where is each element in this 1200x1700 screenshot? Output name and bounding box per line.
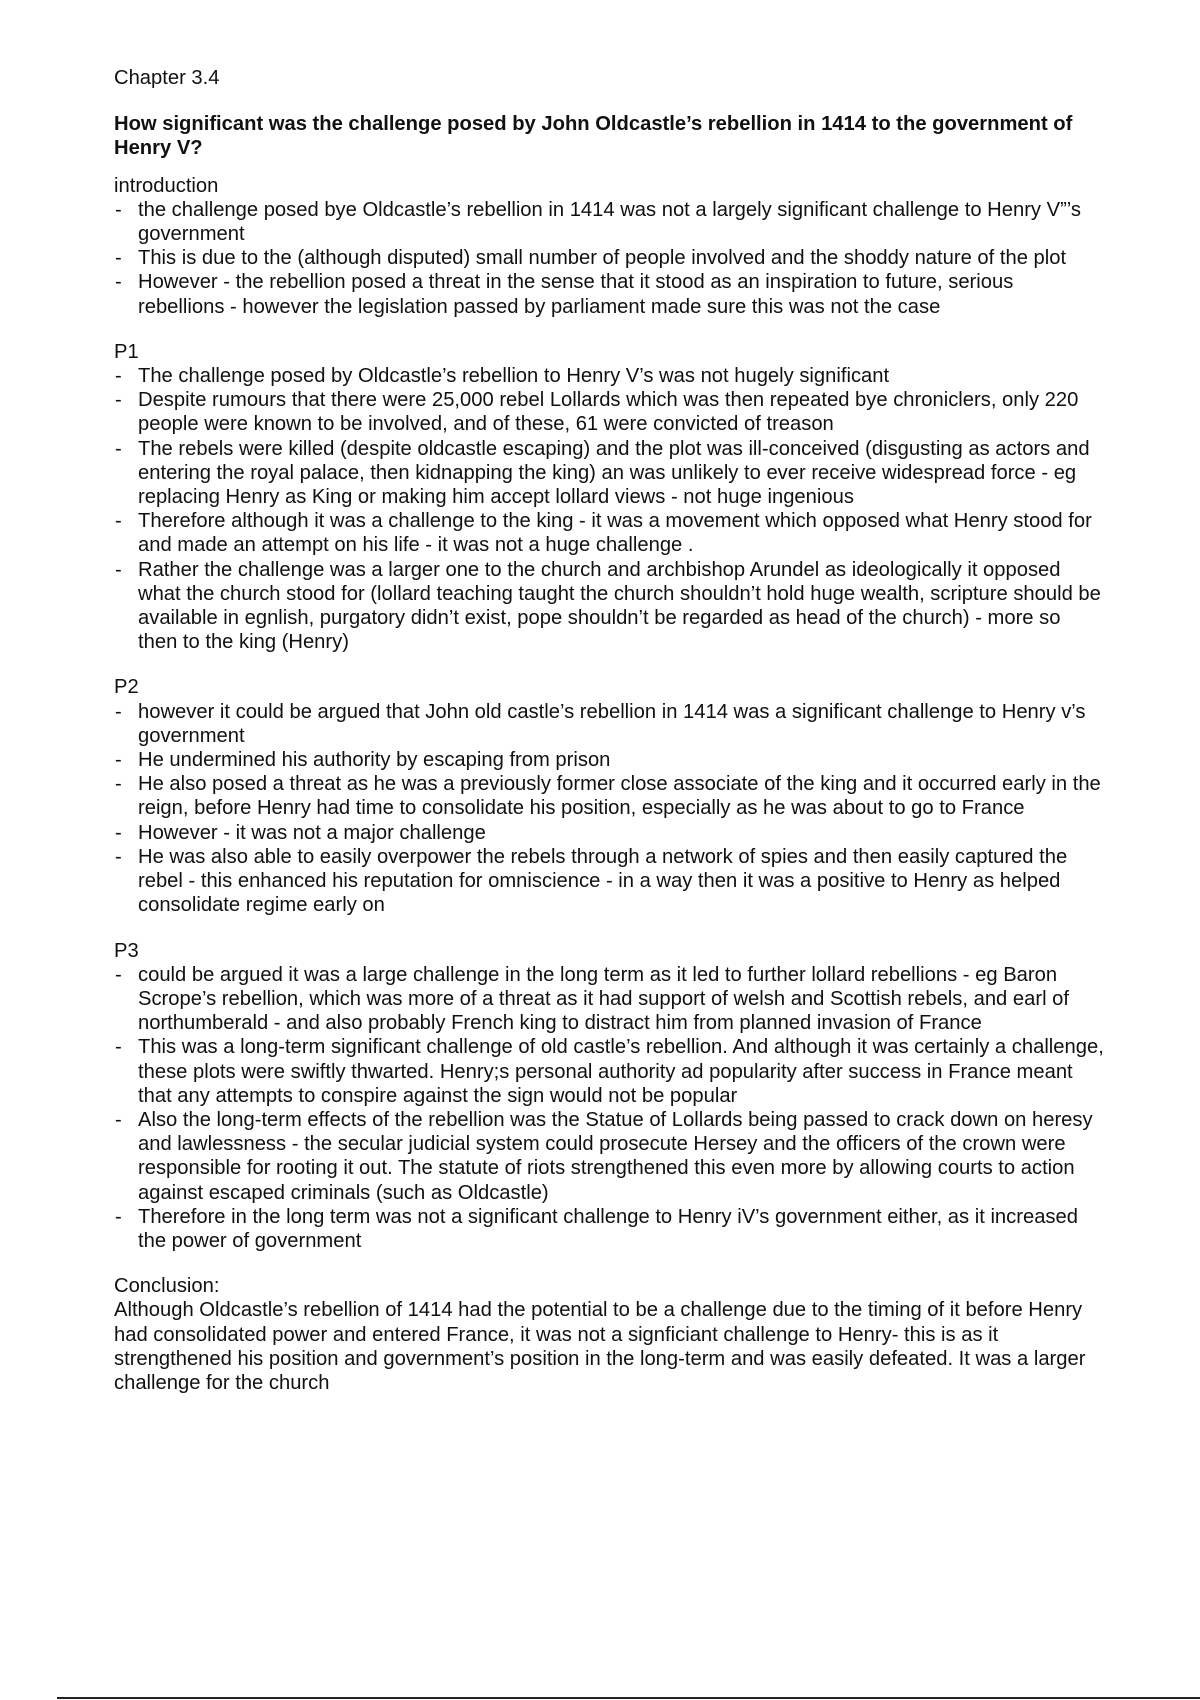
section-title: P3 [114, 939, 139, 962]
footer-divider [57, 1697, 1200, 1699]
essay-question-heading: How significant was the challenge posed by John Oldcastle’s rebellion in 1414 to the government of Henry V? [114, 113, 1073, 160]
bullet-item: - Also the long-term effects of the rebellion was the Statue of Lollards being passed to crack down on heresy and lawlessness - the secular judicial system could prosecute Hersey and the officers of the crown were responsible for rooting it out. The statute of riots strengthened this even more by allowing courts to action against escaped criminals (such as Oldcastle) [114, 1108, 1104, 1205]
section-p1 [114, 340, 1104, 655]
bullet-item: - This was a long-term significant challenge of old castle’s rebellion. And although it was certainly a challenge, these plots were swiftly thwarted. Henry;s personal authority ad popularity after success in France meant that any attempts to conspire against the sign would not be popular [114, 1035, 1104, 1108]
conclusion-text: Although Oldcastle’s rebellion of 1414 had the potential to be a challenge due to the timing of it before Henry had consolidated power and entered France, it was not a signficiant challenge to Henry- this is as it strengthened his position and government’s position in the long-term and was easily defeated. It was a larger challenge for the church [114, 1299, 1086, 1394]
bullet-item: - however it could be argued that John old castle’s rebellion in 1414 was a significant challenge to Henry v’s government [114, 700, 1104, 748]
chapter-label: Chapter 3.4 [114, 67, 220, 89]
bullet-item: - He also posed a threat as he was a previously former close associate of the king and it occurred early in the reign, before Henry had time to consolidate his position, especially as he was about to go to France [114, 772, 1104, 820]
section-title: P1 [114, 340, 139, 363]
section-introduction [114, 174, 1104, 319]
bullet-item: - Therefore although it was a challenge to the king - it was a movement which opposed what Henry stood for and made an attempt on his life - it was not a huge challenge . [114, 509, 1104, 557]
section-p3 [114, 939, 1104, 1254]
bullet-list [114, 700, 1104, 918]
bullet-item: - Rather the challenge was a larger one to the church and archbishop Arundel as ideologically it opposed what the church stood for (lollard teaching taught the church shouldn’t hold huge wealth, scripture should be available in egnlish, purgatory didn’t exist, pope shouldn’t be regarded as head of the church) - more so then to the king (Henry) [114, 558, 1104, 655]
bullet-item: - However - the rebellion posed a threat in the sense that it stood as an inspiration to future, serious rebellions - however the legislation passed by parliament made sure this was not the case [114, 270, 1104, 318]
conclusion-title: Conclusion: [114, 1275, 220, 1298]
section-title: P2 [114, 676, 139, 699]
bullet-item: - Therefore in the long term was not a significant challenge to Henry iV’s government either, as it increased the power of government [114, 1205, 1104, 1253]
bullet-item: - could be argued it was a large challenge in the long term as it led to further lollard rebellions - eg Baron Scrope’s rebellion, which was more of a threat as it had support of welsh and Scottish rebels, and earl of northumberald - and also probably French king to distract him from planned invasion of France [114, 963, 1104, 1036]
section-conclusion [114, 1274, 1104, 1395]
bullet-item: - He was also able to easily overpower the rebels through a network of spies and then easily captured the rebel - this enhanced his reputation for omniscience - in a way then it was a positive to Henry as helped consolidate regime early on [114, 845, 1104, 918]
section-title: introduction [114, 174, 219, 197]
bullet-item: - However - it was not a major challenge [114, 821, 1104, 845]
bullet-item: - Despite rumours that there were 25,000 rebel Lollards which was then repeated bye chroniclers, only 220 people were known to be involved, and of these, 61 were convicted of treason [114, 388, 1104, 436]
bullet-list [114, 198, 1104, 319]
bullet-list [114, 364, 1104, 654]
bullet-item: - He undermined his authority by escaping from prison [114, 748, 1104, 772]
section-p2 [114, 675, 1104, 917]
bullet-item: - the challenge posed bye Oldcastle’s rebellion in 1414 was not a largely significant challenge to Henry V”’s government [114, 198, 1104, 246]
bullet-list [114, 963, 1104, 1253]
bullet-item: - The rebels were killed (despite oldcastle escaping) and the plot was ill-conceived (disgusting as actors and entering the royal palace, then kidnapping the king) an was unlikely to ever receive widespread force - eg replacing Henry as King or making him accept lollard views - not huge ingenious [114, 437, 1104, 510]
bullet-item: - This is due to the (although disputed) small number of people involved and the shoddy nature of the plot [114, 246, 1104, 270]
document-page [114, 66, 1104, 1395]
bullet-item: - The challenge posed by Oldcastle’s rebellion to Henry V’s was not hugely significant [114, 364, 1104, 388]
